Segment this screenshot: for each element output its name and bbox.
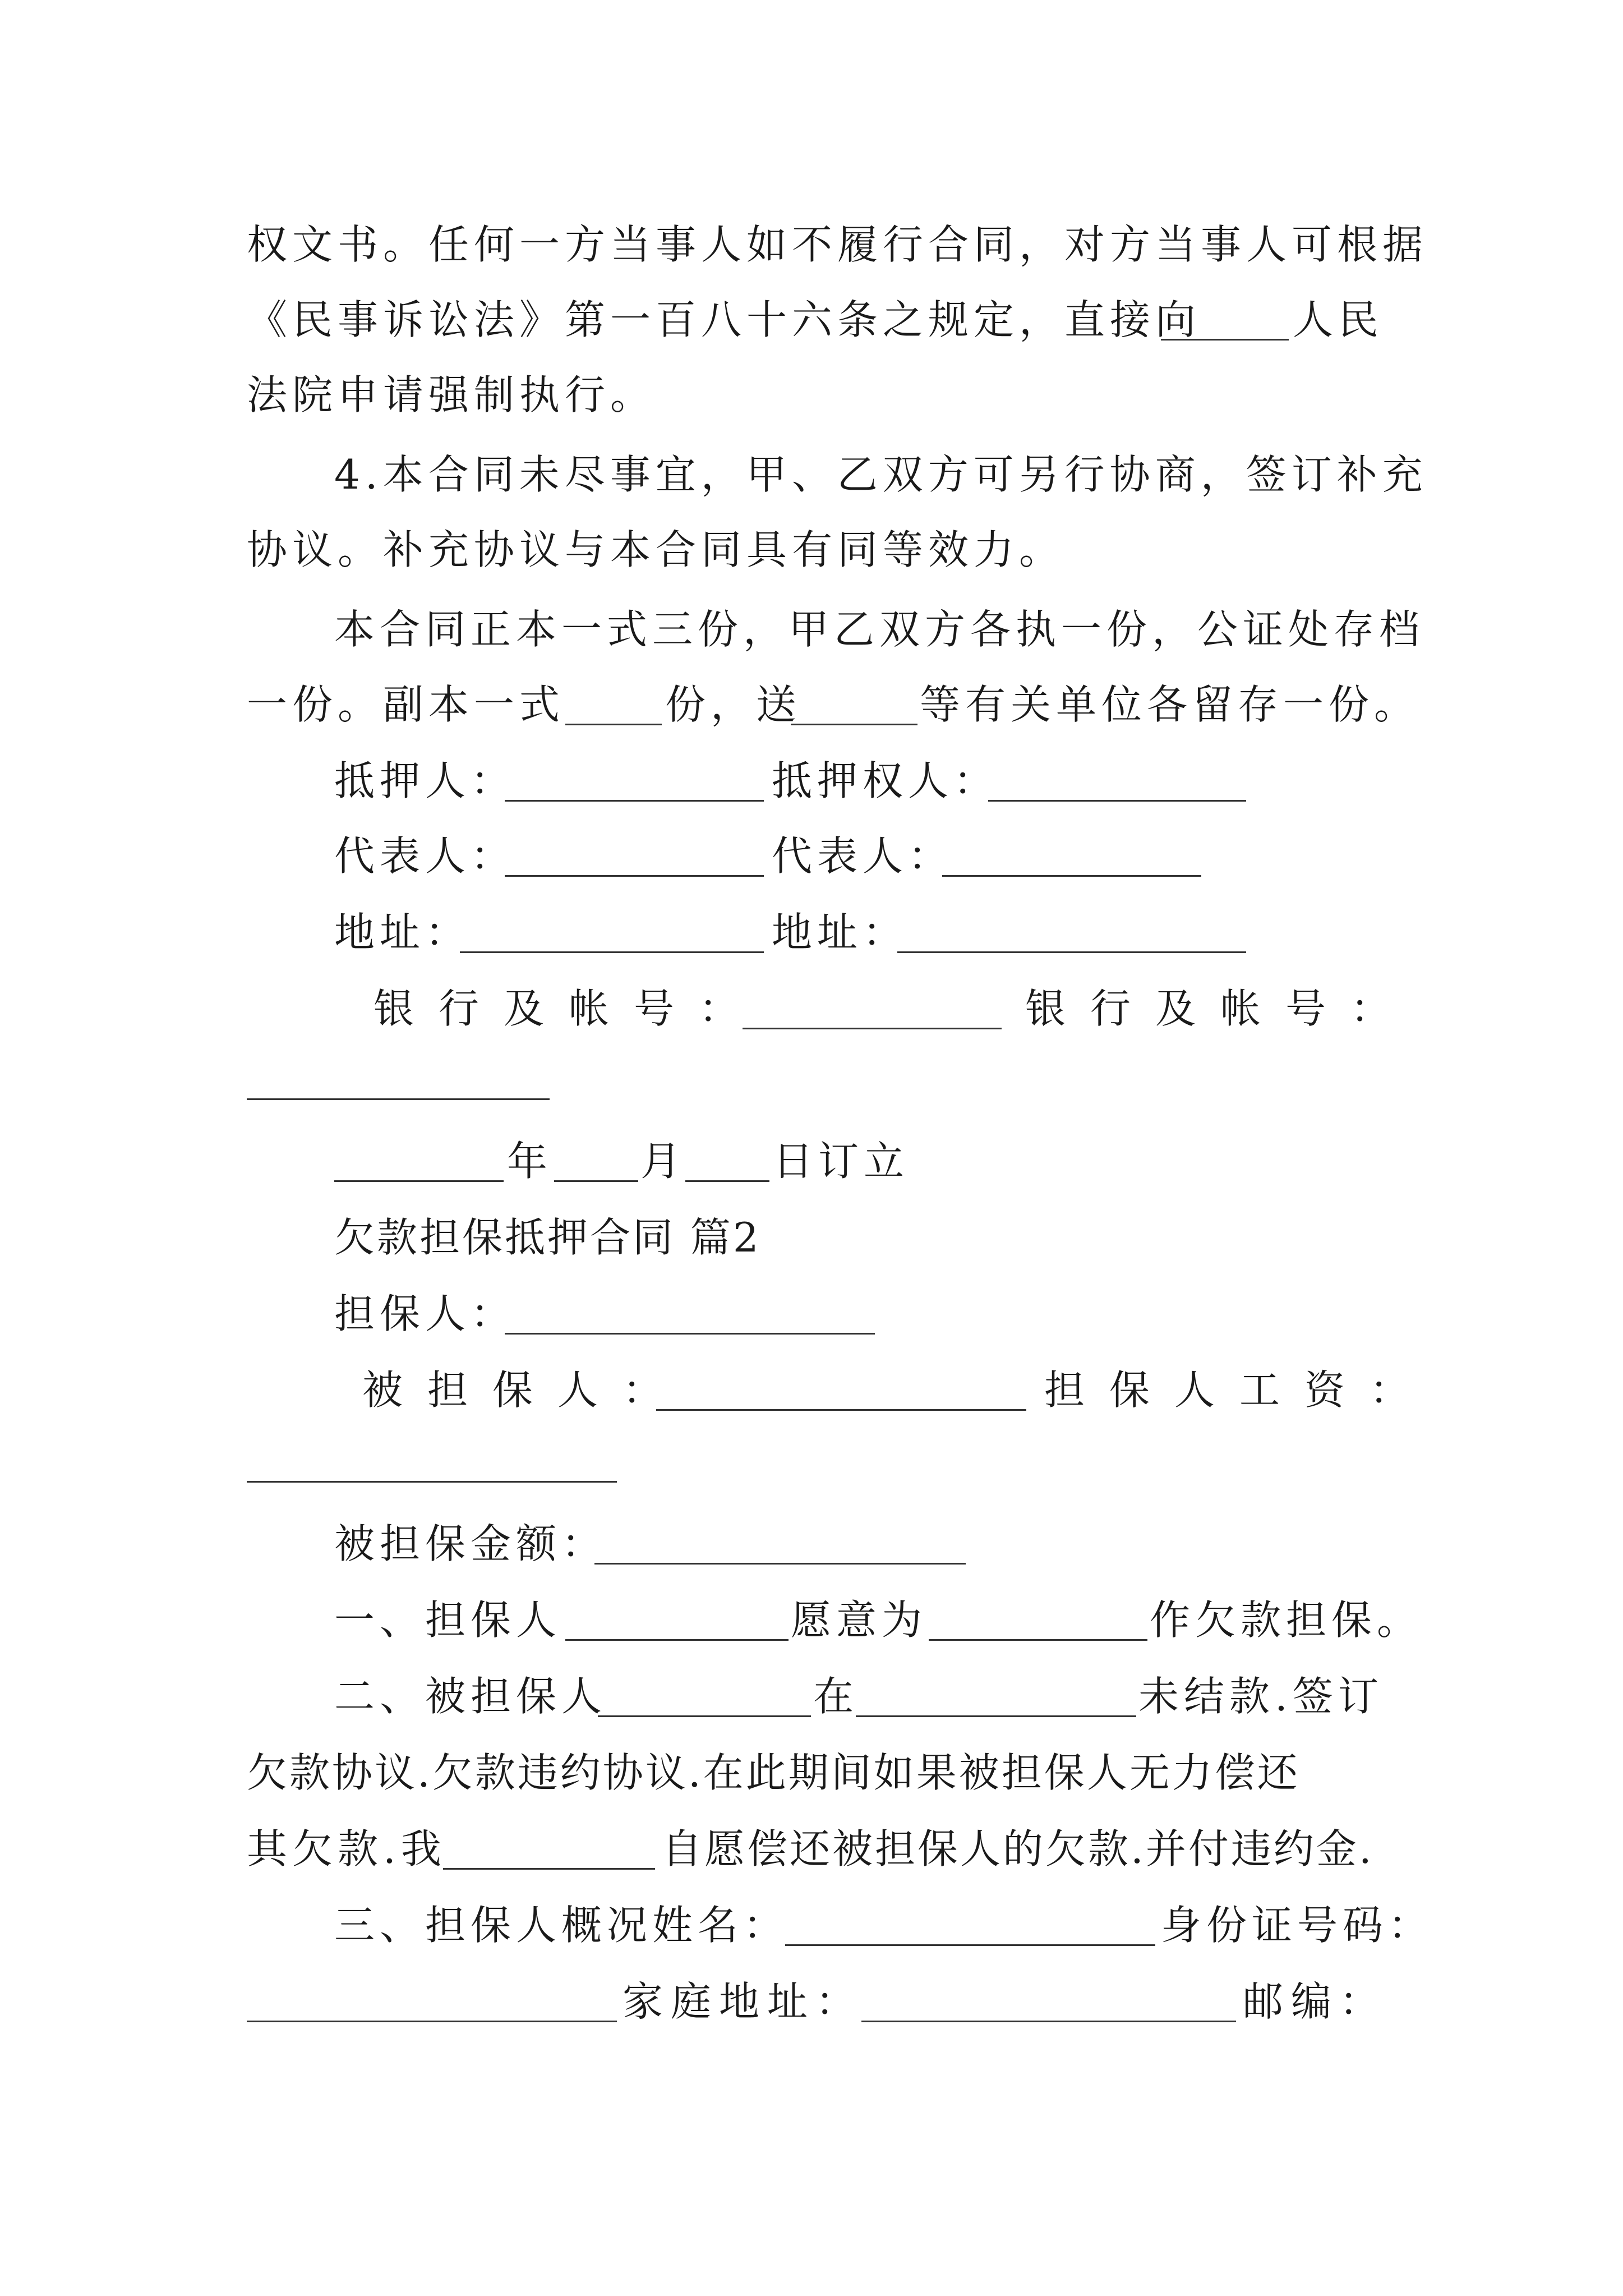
home-address-blank xyxy=(861,2021,1236,2022)
clause-line xyxy=(0,1581,1623,1659)
paragraph-line xyxy=(0,356,1623,434)
clause-text: 一、担保人 xyxy=(334,1596,562,1644)
date-line xyxy=(0,1122,1623,1200)
representative-label: 代表人： xyxy=(334,832,517,880)
paragraph-line xyxy=(0,280,1623,359)
name-blank xyxy=(785,1944,1155,1946)
mortgagee-blank xyxy=(988,800,1246,802)
text-line: 本合同正本一式三份，甲乙双方各执一份，公证处存档 xyxy=(334,606,1425,653)
mortgagor-label: 抵押人： xyxy=(334,757,517,804)
paragraph-line xyxy=(0,590,1623,669)
month-blank xyxy=(554,1180,638,1182)
day-label: 日订立 xyxy=(773,1138,910,1185)
amount-blank xyxy=(594,1563,966,1565)
address-label: 地址： xyxy=(772,909,909,956)
text-line: 一份。副本一式 xyxy=(247,681,565,728)
address-blank xyxy=(460,951,764,953)
text-line: 份，送 xyxy=(665,681,802,728)
clause-text: 三、担保人概况姓名： xyxy=(334,1902,789,1949)
text-line: 法院申请强制执行。 xyxy=(247,371,656,418)
bank-label: 银行及帐号： xyxy=(1025,985,1416,1032)
representative-label: 代表人： xyxy=(772,832,954,880)
clause-text: 未结款.签订 xyxy=(1138,1673,1384,1720)
paragraph-line xyxy=(0,510,1623,589)
mortgagee-label: 抵押权人： xyxy=(772,757,999,804)
paragraph-line xyxy=(0,435,1623,514)
salary-label: 担保人工资： xyxy=(1044,1366,1435,1414)
bank-blank xyxy=(247,1098,550,1100)
signature-line xyxy=(0,817,1623,895)
clause-text: 其欠款.我 xyxy=(247,1825,446,1872)
clause-blank xyxy=(929,1639,1147,1641)
form-line xyxy=(0,1504,1623,1583)
representative-blank xyxy=(942,875,1201,877)
paragraph-line xyxy=(0,205,1623,284)
text-line: 权文书。任何一方当事人如不履行合同，对方当事人可根据 xyxy=(247,221,1428,268)
clause-text: 邮编： xyxy=(1243,1978,1388,2025)
year-blank xyxy=(334,1180,504,1182)
salary-blank xyxy=(247,1481,617,1483)
clause-text: 作欠款担保。 xyxy=(1150,1596,1423,1644)
guaranteed-blank xyxy=(656,1409,1026,1411)
signature-line xyxy=(0,742,1623,820)
representative-blank xyxy=(505,875,764,877)
form-line xyxy=(0,1274,1623,1353)
signature-line xyxy=(0,893,1623,972)
text-line: 协议。补充协议与本合同具有同等效力。 xyxy=(247,526,1065,573)
clause-line xyxy=(0,1886,1623,1964)
bank-blank xyxy=(743,1028,1002,1029)
clause-line xyxy=(0,1962,1623,2041)
month-label: 月 xyxy=(640,1138,681,1185)
id-number-blank xyxy=(247,2021,617,2022)
address-label: 地址： xyxy=(334,909,471,956)
bank-label: 银行及帐号： xyxy=(374,985,764,1032)
guaranteed-label: 被担保人： xyxy=(362,1366,688,1414)
signature-line xyxy=(0,969,1623,1048)
clause-text: 自愿偿还被担保人的欠款.并付违约金. xyxy=(662,1825,1374,1872)
copies-blank xyxy=(565,724,662,725)
guarantor-blank xyxy=(505,1333,875,1335)
clause-text: 在 xyxy=(813,1673,854,1720)
section-title-text: 欠款担保抵押合同 篇2 xyxy=(334,1214,761,1261)
address-blank xyxy=(897,951,1246,953)
paragraph-line xyxy=(0,665,1623,744)
amount-label: 被担保金额： xyxy=(334,1520,607,1567)
day-blank xyxy=(685,1180,769,1182)
year-label: 年 xyxy=(507,1138,548,1185)
clause-blank xyxy=(598,1715,811,1717)
clause-line xyxy=(0,1810,1623,1888)
text-line: 4.本合同未尽事宜，甲、乙双方可另行协商，签订补充 xyxy=(334,451,1428,498)
clause-text: 二、被担保人 xyxy=(334,1673,607,1720)
court-blank xyxy=(1161,339,1289,341)
clause-text: 欠款协议.欠款违约协议.在此期间如果被担保人无力偿还 xyxy=(247,1749,1300,1796)
clause-text: 身份证号码： xyxy=(1161,1902,1434,1949)
guarantor-label: 担保人： xyxy=(334,1290,517,1337)
form-line xyxy=(0,1351,1623,1429)
text-line: 《民事诉讼法》第一百八十六条之规定，直接向 xyxy=(247,296,1201,343)
section-title xyxy=(0,1198,1623,1277)
clause-blank xyxy=(443,1868,655,1870)
recipient-blank xyxy=(791,724,917,725)
text-line: 人民 xyxy=(1293,296,1384,343)
clause-blank xyxy=(856,1715,1136,1717)
text-line: 等有关单位各留存一份。 xyxy=(920,681,1420,728)
clause-line xyxy=(0,1733,1623,1812)
mortgagor-blank xyxy=(505,800,764,802)
clause-text: 愿意为 xyxy=(791,1596,928,1644)
clause-blank xyxy=(565,1639,789,1641)
clause-line xyxy=(0,1657,1623,1736)
clause-text: 家庭地址： xyxy=(623,1978,864,2025)
